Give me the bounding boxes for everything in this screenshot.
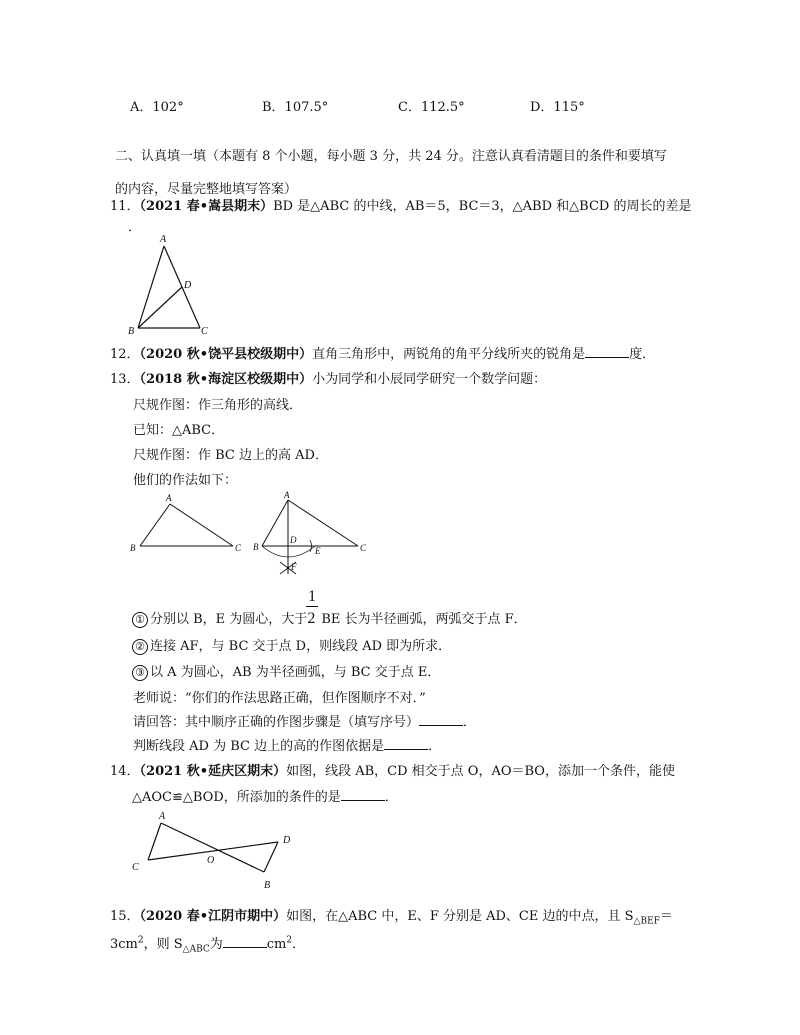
q11-text [110,195,691,214]
section-heading-line2: 的内容，尽量完整地填写答案） [115,182,298,197]
q15-sub-abc: △ABC [182,944,210,955]
q11-figure [122,232,222,337]
ask1-end: ． [463,715,477,730]
step3-text: 以 A 为圆心，AB 为半径画弧，与 BC 交于点 E． [150,665,441,680]
q15-tail: ． [292,937,306,952]
q14-body: 如图，线段 AB，CD 相交于点 O，AO＝BO，添加一个条件，能使 [286,764,675,779]
choice-a: A．102° [130,100,184,115]
q14-number: 14． [110,764,140,779]
choice-b: B．107.5° [262,100,329,115]
q13-fig2-label-f: F [291,562,297,572]
q13-fig2-label-b: B [253,542,259,552]
q15-text [110,905,673,927]
q15-sub-bef: △BEF [633,916,660,927]
q11-label-c: C [201,326,208,337]
fraction-denominator: 2 [307,610,316,627]
q13-number: 13． [110,372,140,387]
q15-number: 15． [110,909,140,924]
fraction-bar [306,606,318,607]
q11-label-d: D [184,280,192,291]
q13-figure2 [250,488,370,580]
q13-fig1-label-a: A [166,493,172,503]
q15-sup2: 2 [286,935,293,946]
q13-fig1-label-b: B [130,543,136,553]
step1-number: ① [132,612,148,628]
q13-fig2-label-c: C [360,543,367,553]
q13-figure1 [125,490,250,560]
step1-post: BE 长为半径画弧，两弧交于点 F． [321,612,527,627]
q13-step2 [132,635,451,655]
ask2-end: ． [428,739,442,754]
q15-value: 3cm [110,937,138,952]
q13-fig2-label-e: E [315,546,321,556]
q15-mid2: 为 [209,937,223,952]
q11-number: 11． [110,199,140,214]
q12-body: 直角三角形中，两锐角的角平分线所夹的锐角是 [312,347,586,362]
q12-text [110,343,655,362]
q13-ask2 [133,735,441,754]
q15-sup1: 2 [137,935,144,946]
step2-number: ② [132,639,148,655]
q11-end: ． [128,220,142,235]
q14-source: （2021 秋•延庆区期末） [139,764,287,779]
q14-answer-blank[interactable] [341,788,385,801]
q11-label-b: B [128,326,135,337]
q15-body: 如图，在△ABC 中，E、F 分别是 AD、CE 边的中点，且 S [286,909,634,924]
q14-label-o: O [207,855,215,866]
q12-unit: 度． [629,347,656,362]
ask2-text: 判断线段 AD 为 BC 边上的高的作图依据是 [133,739,385,754]
q15-mid: ，则 S [143,937,183,952]
q13-line4: 他们的作法如下： [133,473,238,488]
fraction-numerator: 1 [308,588,316,605]
q11-body: BD 是△ABC 的中线，AB＝5，BC＝3，△ABD 和△BCD 的周长的差是 [273,199,692,214]
q12-answer-blank[interactable] [585,345,629,358]
q13-fig2-label-d: D [290,535,297,545]
q14-label-d: D [283,835,291,846]
choice-d: D．115° [530,100,585,115]
q13-fig1-label-c: C [235,543,242,553]
q15-source: （2020 春•江阴市期中） [139,909,287,924]
q13-step1 [132,608,527,628]
q12-number: 12． [110,347,140,362]
choice-c: C．112.5° [398,100,465,115]
step3-number: ③ [132,665,148,681]
q15-answer-blank[interactable] [223,935,267,948]
q13-step3 [132,661,440,681]
q11-source: （2021 春•嵩县期末） [139,199,274,214]
q14-line2 [132,786,398,805]
q14-label-c: C [132,862,139,873]
q13-answer-blank-2[interactable] [384,737,428,750]
q15-unit: cm [266,937,287,952]
q13-source: （2018 秋•海淀区校级期中） [139,372,313,387]
q13-line3: 尺规作图：作 BC 边上的高 AD． [133,448,328,463]
q14-label-b: B [264,880,271,891]
q13-answer-blank-1[interactable] [419,713,463,726]
q13-body: 小为同学和小辰同学研究一个数学问题： [312,372,547,387]
q13-fig2-label-a: A [284,490,290,500]
q13-text [110,368,546,387]
ask1-text: 请回答：其中顺序正确的作图步骤是（填写序号） [133,715,420,730]
step1-pre: 分别以 B，E 为圆心，大于 [150,612,308,627]
q13-ask1 [133,711,476,730]
q15-equals: ＝ [659,909,673,924]
q11-label-a: A [160,234,167,245]
q14-figure [128,808,308,893]
q13-teacher: 老师说：“你们的作法思路正确，但作图顺序不对．” [133,691,426,706]
q13-line1: 尺规作图：作三角形的高线． [133,398,303,413]
q14-line2-text: △AOC≌△BOD，所添加的条件的是 [132,790,341,805]
q14-label-a: A [159,811,166,822]
step2-text: 连接 AF，与 BC 交于点 D，则线段 AD 即为所求． [150,639,452,654]
q14-text [110,760,675,779]
q13-line2: 已知：△ABC． [133,423,225,438]
section-heading-line1: 二、认真填一填（本题有 8 个小题，每小题 3 分，共 24 分。注意认真看清题目的条件和要填写 [115,149,667,164]
q14-line2-end: ． [384,790,398,805]
q15-line2 [110,933,305,955]
q12-source: （2020 秋•饶平县校级期中） [139,347,313,362]
